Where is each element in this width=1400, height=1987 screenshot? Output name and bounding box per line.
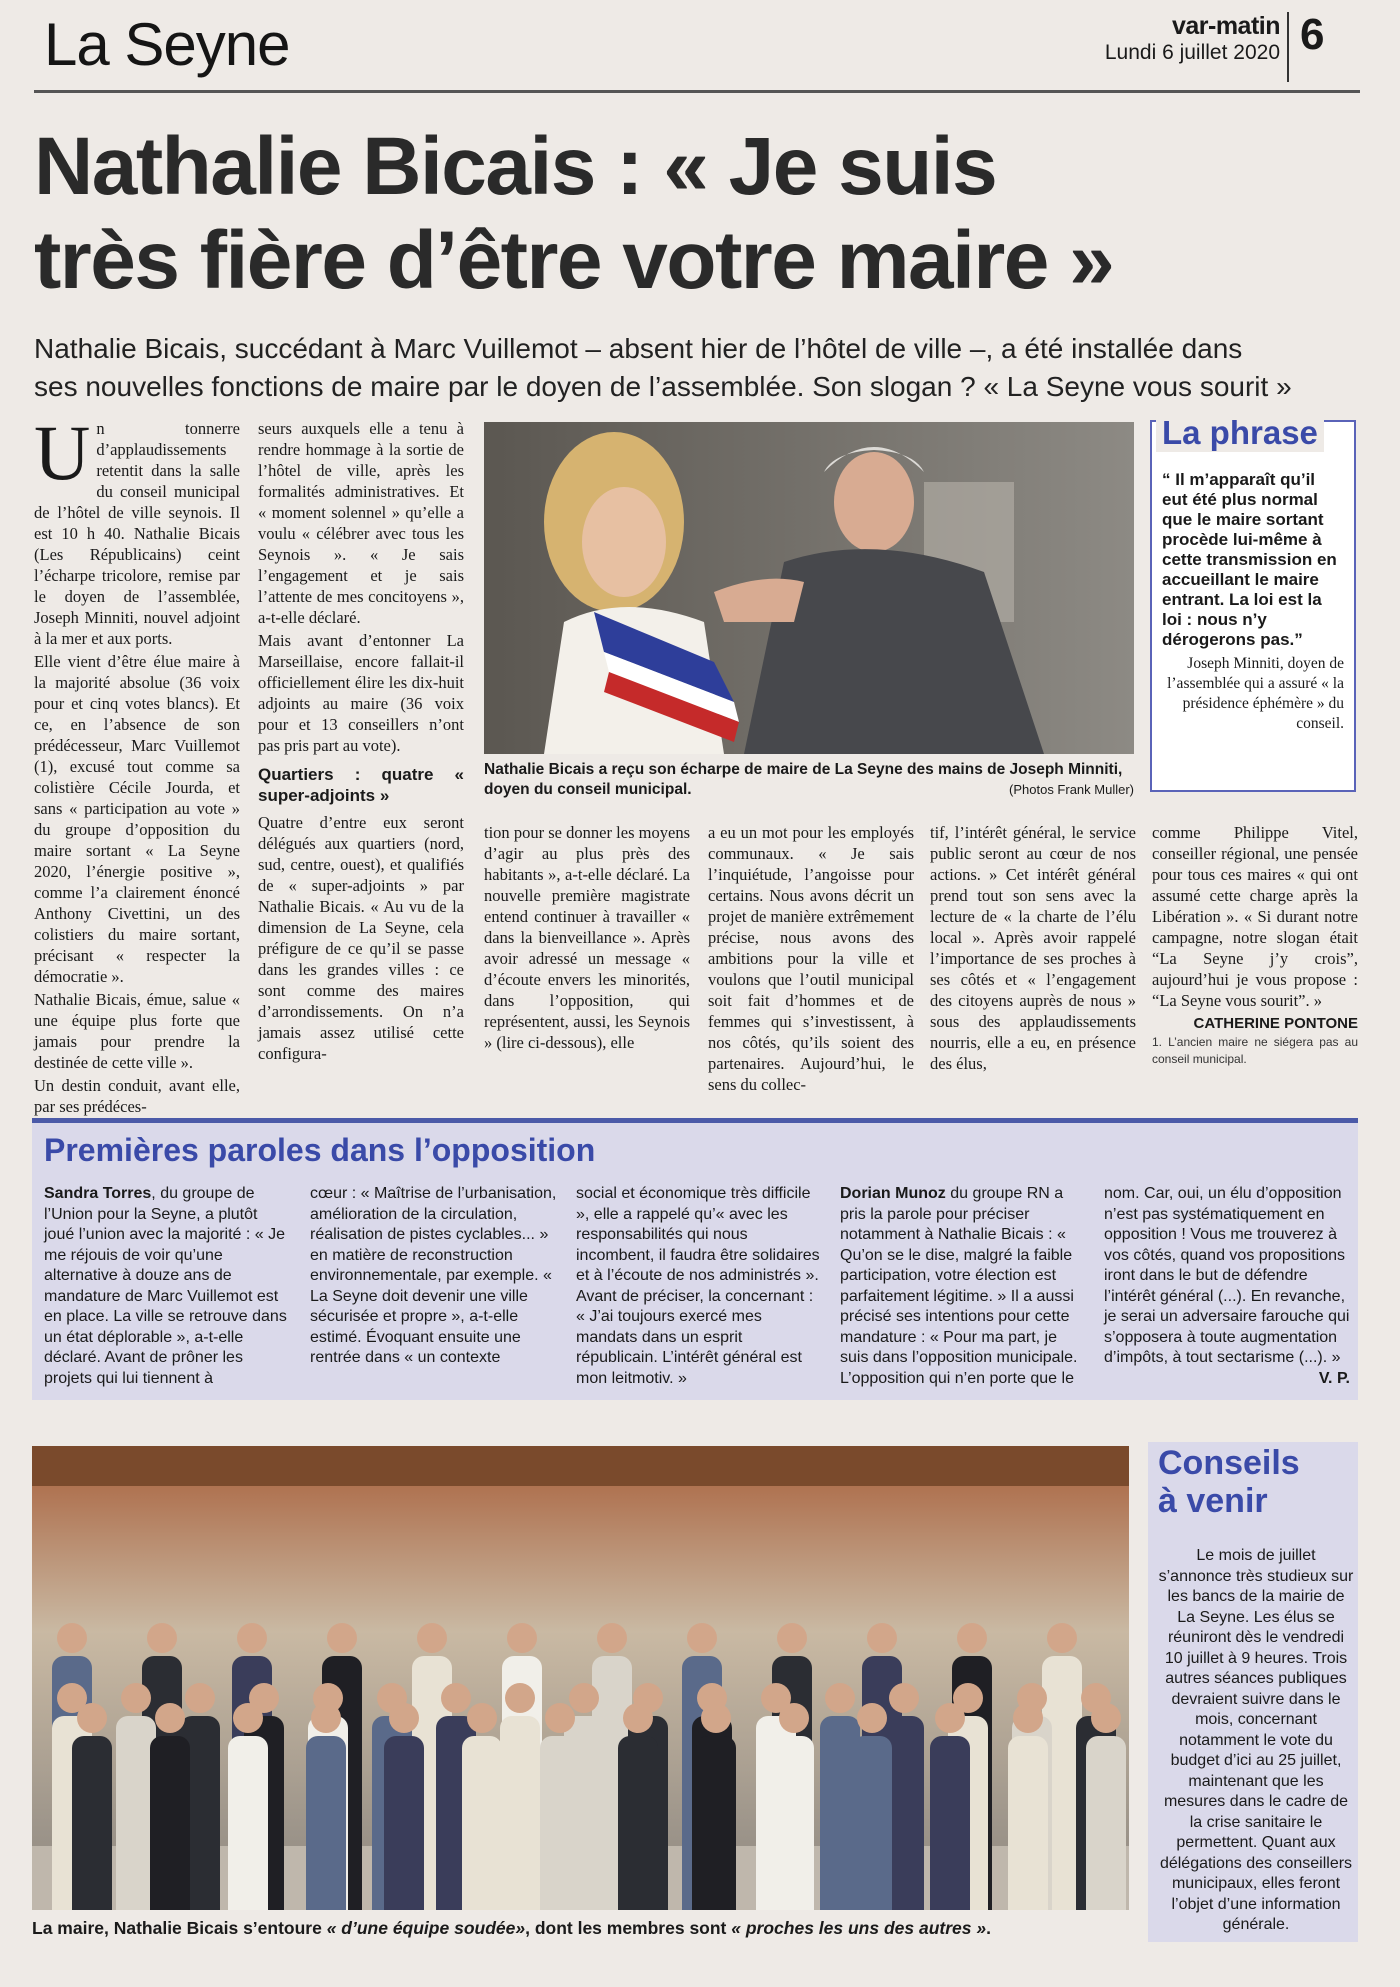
subhead: Quartiers : quatre « super-adjoints » — [258, 765, 464, 805]
quote-box-title: La phrase — [1156, 414, 1324, 452]
person-head — [311, 1703, 341, 1733]
sidebar-title — [1158, 1444, 1300, 1520]
caption-quote: « d’une équipe soudée» — [326, 1918, 526, 1938]
masthead-divider — [1287, 12, 1289, 82]
header-rule — [34, 90, 1360, 93]
person-head — [597, 1623, 627, 1653]
person-body — [384, 1736, 424, 1910]
person-head — [569, 1683, 599, 1713]
paragraph: Mais avant d’entonner La Marseillaise, encore fallait-il officiellement élire les dix-huit adjoints au maire (36 voix pour et 13 conseillers n’ont pas pris part au vote). — [258, 631, 464, 755]
headline — [34, 120, 1374, 308]
paragraph: Quatre d’entre eux seront délégués aux quartiers (nord, sud, centre, ouest), et qualifiés de « super-adjoints » par Nathalie Bicais. « Au vu de la dimension de La Seyne, cela préfigure de ce qu’il se passe dans les grandes villes : ce sont comme des maires d’arrondissements. On n’a jamais assez utilisé cette configura- — [258, 813, 464, 1063]
publication-date: Lundi 6 juillet 2020 — [1104, 41, 1280, 64]
dropcap: U — [34, 409, 91, 496]
opposition-column-5 — [1104, 1184, 1350, 1389]
person-head — [687, 1623, 717, 1653]
person-head — [1013, 1703, 1043, 1733]
person-head — [935, 1703, 965, 1733]
person-head — [389, 1703, 419, 1733]
sidebar-title-line-2: à venir — [1158, 1482, 1268, 1520]
person-body — [1086, 1736, 1126, 1910]
article-column-3 — [484, 822, 690, 1055]
paragraph: comme Philippe Vitel, conseiller régional, une pensée pour tous ces maires « qui ont assumé cette charge après la Libération ». « Si durant notre campagne, notre slogan était “La Seyne j’y crois”, aujourd’hui je vous propose : “La Seyne vous sourit”. » — [1152, 823, 1358, 1010]
person-head — [77, 1703, 107, 1733]
paragraph: tion pour se donner les moyens d’agir au plus près des habitants », a-t-elle déclaré. La nouvelle première magistrate entend continuer à travailler « dans la bienveillance ». Après avoir adressé un message « d’écoute envers les minorités, dans l’opposition, qui représentent, aussi, les Seynois » (lire ci-dessous), elle — [484, 823, 690, 1052]
paragraph: seurs auxquels elle a tenu à rendre hommage à la sortie de l’hôtel de ville, après les formalités administratives. Et « moment solennel » qu’elle a voulu « célébrer avec tous les Seynois ». « Je sais l’engagement et je sais l’attente de mes concitoyens », a-t-elle déclaré. — [258, 419, 464, 627]
group-photo-caption — [32, 1918, 1132, 1939]
speaker-name: Dorian Munoz — [840, 1185, 946, 1202]
author-byline: CATHERINE PONTONE — [1193, 1015, 1358, 1032]
opposition-text: du groupe RN a pris la parole pour préciser notamment à Nathalie Bicais : « Qu’on se le dise, malgré la faible participation, votre élection est parfaitement légitime. » Il a aussi précisé ses intentions pour cette mandature : « Pour ma part, je suis dans l’opposition municipale. L’opposition qui n’en porte que le — [840, 1185, 1078, 1387]
speaker-name: Sandra Torres — [44, 1185, 152, 1202]
photo-caption-text: Nathalie Bicais a reçu son écharpe de maire de La Seyne des mains de Joseph Minniti, doyen du conseil municipal. — [484, 761, 1123, 798]
article-column-5 — [930, 822, 1136, 1076]
person-head — [777, 1623, 807, 1653]
paragraph: tif, l’intérêt général, le service public seront au cœur de nos actions. » Cet intérêt général prend tout son sens avec la lecture de « la charte de l’élu local ». Après avoir rappelé l’importance de ses proches à ses côtés et « l’engagement des citoyens auprès de nous » sous des applaudissements nourris, elle a eu, en présence des élus, — [930, 823, 1136, 1073]
article-column-4 — [708, 822, 914, 1097]
person-body — [462, 1736, 502, 1910]
publication-name: var-matin — [1171, 12, 1280, 40]
standfirst-line-2: ses nouvelles fonctions de maire par le doyen de l’assemblée. Son slogan ? « La Seyne vous sourit » — [34, 371, 1292, 402]
opposition-text: , du groupe de l’Union pour la Seyne, a plutôt joué l’union avec la majorité : « Je me réjouis de voir qu’une alternative à douze ans de mandature de Marc Vuillemot est en place. La ville se retrouve dans un état déplorable », a-t-elle déclaré. Avant de prôner les projets qui lui tiennent à — [44, 1185, 287, 1387]
person-body — [228, 1736, 268, 1910]
paragraph: Nathalie Bicais, émue, salue « une équipe plus forte que jamais pour prendre la destinée de cette ville ». — [34, 990, 240, 1072]
person-head — [1047, 1623, 1077, 1653]
person-head — [417, 1623, 447, 1653]
person-head — [507, 1623, 537, 1653]
caption-part: La maire, Nathalie Bicais s’entoure — [32, 1918, 327, 1938]
quote-attribution: Joseph Minniti, doyen de l’assemblée qui a assuré « la présidence éphémère » du conseil. — [1167, 655, 1344, 732]
photo-credit: (Photos Frank Muller) — [1009, 782, 1134, 797]
masthead — [1080, 14, 1280, 68]
headline-line-1: Nathalie Bicais : « Je suis — [34, 121, 997, 212]
person-head — [237, 1623, 267, 1653]
standfirst — [34, 330, 1374, 406]
photo-illustration — [484, 422, 1134, 754]
person-head — [623, 1703, 653, 1733]
person-head — [545, 1703, 575, 1733]
person-head — [505, 1683, 535, 1713]
person-head — [467, 1703, 497, 1733]
sidebar-title-line-1: Conseils — [1158, 1444, 1300, 1482]
person-head — [857, 1703, 887, 1733]
person-body — [618, 1736, 658, 1910]
group-photo-illustration — [32, 1446, 1129, 1910]
article-column-2 — [258, 418, 464, 1066]
opposition-signature: V. P. — [1318, 1369, 1350, 1387]
person-body — [306, 1736, 346, 1910]
opposition-column-4 — [840, 1184, 1086, 1389]
opposition-text: cœur : « Maîtrise de l’urbanisation, amélioration de la circulation, réalisation de pistes cyclables... » en matière de reconstruction environnementale, par exemple. « La Seyne doit devenir une ville sécurisée et propre », a-t-elle estimé. Évoquant ensuite une rentrée dans « un contexte — [310, 1185, 557, 1366]
opposition-text: social et économique très difficile », elle a rappelé qu’« avec les responsabilités qui nous incombent, il faudra être solidaires et à l’écoute de nos administrés ». Avant de préciser, la concernant : « J’ai toujours exercé mes mandats dans un esprit républicain. L’intérêt général est mon leitmotiv. » — [576, 1185, 820, 1387]
sidebar-text: Le mois de juillet s’annonce très studieux sur les bancs de la mairie de La Seyne. Les élus se réuniront dès le vendredi 10 juillet à 9 heures. Trois autres séances publiques devraient suivre dans le mois, concernant notamment le vote du budget d’ici au 25 juillet, maintenant que les mesures dans le cadre de la crise sanitaire le permettent. Quant aux délégations des conseillers municipaux, elles feront l’objet d’une information générale. — [1158, 1547, 1354, 1933]
quote-box — [1150, 414, 1356, 792]
person-body — [930, 1736, 970, 1910]
person-head — [867, 1623, 897, 1653]
section-title: La Seyne — [44, 11, 290, 78]
paragraph: n tonnerre d’applaudissements retentit dans la salle du conseil municipal de l’hôtel de ville seynois. Il est 10 h 40. Nathalie Bicais (Les Républicains) ceint l’écharpe tricolore, remise par le doyen de l’assemblée, Joseph Minniti, nouvel adjoint à la mer et aux ports. — [34, 419, 240, 648]
opposition-column-3 — [576, 1184, 826, 1389]
article-column-6 — [1152, 822, 1358, 1068]
person-body — [1008, 1736, 1048, 1910]
person-head — [889, 1683, 919, 1713]
article-column-1 — [34, 409, 240, 1119]
person-head — [233, 1703, 263, 1733]
paragraph: a eu un mot pour les employés communaux. « Je sais l’inquiétude, l’angoisse pour certains. Nous avons décrit un projet de manière extrêmement précise, nous avons des ambitions pour la ville et voulons que l’outil municipal soit fait d’hommes et de femmes qui s’investissent, à nos côtés, qu’ils soient des partenaires. Aujourd’hui, le sens du collec- — [708, 823, 914, 1094]
opposition-title: Premières paroles dans l’opposition — [44, 1132, 596, 1168]
person-head — [957, 1623, 987, 1653]
person-head — [779, 1703, 809, 1733]
person-head — [185, 1683, 215, 1713]
paragraph: Elle vient d’être élue maire à la majorité absolue (36 voix pour et cinq votes blancs). Et ce, en l’absence de son prédécesseur, Marc Vuillemot (1), excusé tout comme sa colistière Cécile Jourda, et sans « participation au vote » du groupe d’opposition du maire sortant « La Seyne 2020, l’énergie positive », comme l’a clairement énoncé Anthony Civettini, un des colistiers du maire sortant, précisant « respecter la démocratie ». — [34, 652, 240, 986]
person-body — [852, 1736, 892, 1910]
caption-part: , dont les membres sont — [525, 1918, 732, 1938]
person-head — [327, 1623, 357, 1653]
person-head — [701, 1703, 731, 1733]
opposition-column-2 — [310, 1184, 560, 1369]
page-number: 6 — [1300, 10, 1325, 59]
caption-quote: « proches les uns des autres » — [731, 1918, 987, 1938]
person-head — [155, 1703, 185, 1733]
standfirst-line-1: Nathalie Bicais, succédant à Marc Vuillemot – absent hier de l’hôtel de ville –, a été installée dans — [34, 333, 1243, 364]
opposition-text: nom. Car, oui, un élu d’opposition n’est pas systématiquement en opposition ! Vous me trouverez à vos côtés, quand vos propositions iront dans le but de défendre l’intérêt général (...). En revanche, je serai un adversaire farouche qui s’opposera à toute augmentation d’impôts, à tout sectarisme (...). » — [1104, 1185, 1350, 1366]
footnote: 1. L’ancien maire ne siégera pas au conseil municipal. — [1152, 1035, 1358, 1066]
photo-caption — [484, 760, 1134, 800]
quote-text: “ Il m’apparaît qu’il eut été plus normal que le maire sortant procède lui-même à cette transmission en accueillant le maire entrant. La loi est la loi : nous n’y dérogerons pas.” — [1162, 470, 1337, 649]
person-head — [121, 1683, 151, 1713]
person-head — [441, 1683, 471, 1713]
person-body — [500, 1716, 540, 1910]
person-body — [72, 1736, 112, 1910]
person-body — [150, 1736, 190, 1910]
person-body — [696, 1736, 736, 1910]
paragraph: Un destin conduit, avant elle, par ses prédéces- — [34, 1076, 240, 1116]
person-body — [540, 1736, 580, 1910]
person-head — [147, 1623, 177, 1653]
caption-part: . — [986, 1918, 991, 1938]
headline-line-2: très fière d’être votre maire » — [34, 215, 1114, 306]
person-body — [774, 1736, 814, 1910]
person-head — [1091, 1703, 1121, 1733]
photo-sash-ceremony — [484, 422, 1134, 754]
person-head — [825, 1683, 855, 1713]
person-head — [57, 1623, 87, 1653]
photo-group-council — [32, 1446, 1129, 1910]
opposition-column-1 — [44, 1184, 290, 1389]
